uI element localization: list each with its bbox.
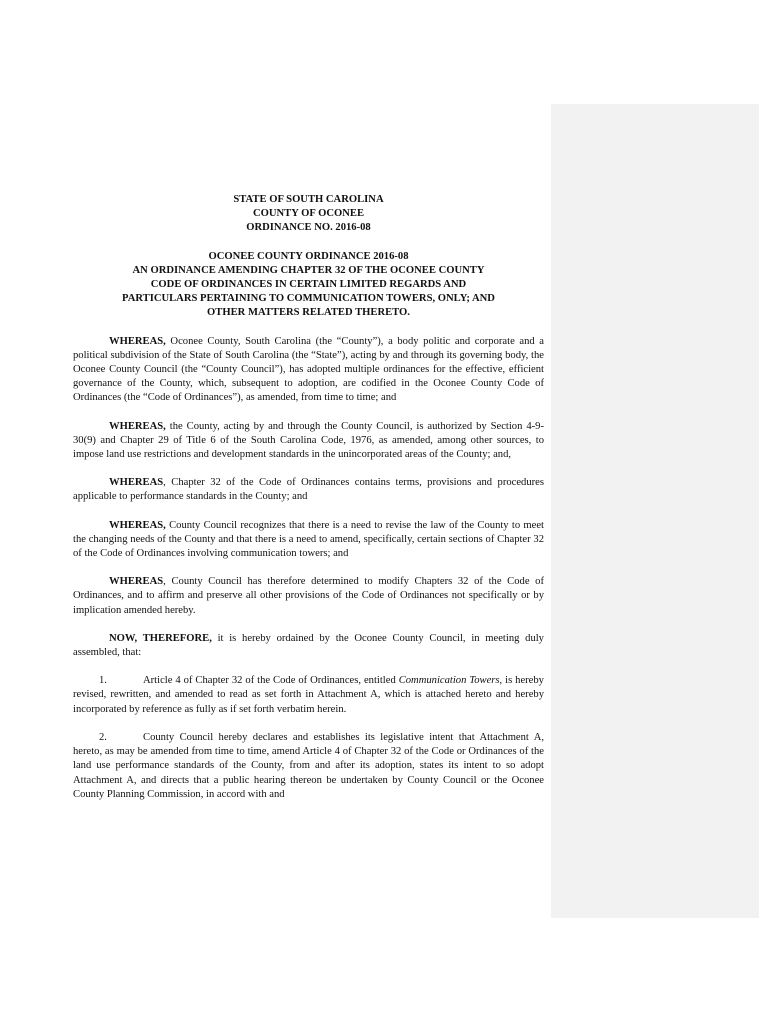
whereas-paragraph-5: [73, 575, 544, 618]
paragraph-lead: NOW, THEREFORE,: [109, 632, 212, 644]
whereas-paragraph-2: [73, 420, 544, 463]
paragraph-text: , Chapter 32 of the Code of Ordinances contains terms, provisions and procedures applicable to performance standards in the County; and: [73, 477, 544, 503]
whereas-paragraph-4: [73, 519, 544, 562]
document-page: [73, 193, 544, 816]
paragraph-text: it is hereby ordained by the Oconee County Council, in meeting duly assembled, that:: [73, 632, 544, 659]
header-state: STATE OF SOUTH CAROLINA: [233, 194, 384, 205]
paragraph-lead: WHEREAS,: [109, 519, 166, 531]
now-therefore-paragraph: [73, 632, 544, 660]
paragraph-text: , is hereby revised, rewritten, and amended to read as set forth in Attachment A, which is attached hereto and hereby incorporated by reference as fully as if set forth verbatim herein.: [73, 675, 544, 715]
paragraph-lead: WHEREAS,: [109, 420, 166, 432]
paragraph-italic-title: Communication Towers: [398, 675, 500, 687]
whereas-paragraph-1: [73, 335, 544, 406]
title-line-3: CODE OF ORDINANCES IN CERTAIN LIMITED REGARDS AND: [150, 279, 467, 291]
section-number: 1.: [99, 675, 107, 687]
title-line-2: AN ORDINANCE AMENDING CHAPTER 32 OF THE OCONEE COUNTY: [132, 264, 485, 276]
paragraph-text: , County Council has therefore determined to modify Chapters 32 of the Code of Ordinances, and to affirm and preserve all other provisions of the Code of Ordinances not specifically or by implication amended hereby.: [73, 576, 544, 616]
header-county: COUNTY OF OCONEE: [252, 208, 365, 220]
paragraph-text: Oconee County, South Carolina (the “County”), a body politic and corporate and a political subdivision of the State of South Carolina (the “State”), acting by and through its governing body, the Oconee County Council (the “County Council”), has adopted multiple ordinances for the effective, efficient governance of the County, which, subsequent to adoption, are codified in the Oconee County Code of Ordinances (the “Code of Ordinances”), as amended, from time to time; and: [73, 335, 544, 404]
document-header: [73, 193, 544, 236]
comment-pane: [551, 104, 759, 918]
whereas-paragraph-3: [73, 476, 544, 504]
section-1-paragraph: [73, 674, 544, 717]
header-ordinance-no: ORDINANCE NO. 2016-08: [246, 222, 371, 234]
ordinance-title: [73, 250, 544, 321]
paragraph-lead: WHEREAS: [109, 477, 164, 489]
paragraph-lead: WHEREAS: [109, 576, 164, 588]
title-line-5: OTHER MATTERS RELATED THERETO.: [207, 307, 410, 319]
paragraph-lead: WHEREAS,: [109, 335, 166, 347]
paragraph-text: Article 4 of Chapter 32 of the Code of Ordinances, entitled: [143, 675, 399, 687]
title-line-1: OCONEE COUNTY ORDINANCE 2016-08: [208, 250, 409, 262]
section-number: 2.: [99, 731, 107, 743]
paragraph-text: County Council recognizes that there is a need to revise the law of the County to meet the changing needs of the County and that there is a need to amend, specifically, certain sections of Chapter 32 of the Code of Ordinances involving communication towers; and: [73, 519, 544, 560]
title-line-4: PARTICULARS PERTAINING TO COMMUNICATION TOWERS, ONLY; AND: [122, 293, 495, 305]
paragraph-text: the County, acting by and through the County Council, is authorized by Section 4-9-30(9) and Chapter 29 of Title 6 of the South Carolina Code, 1976, as amended, among other sources, to impose land use restrictions and development standards in the unincorporated areas of the County; and,: [73, 420, 544, 461]
paragraph-text: County Council hereby declares and establishes its legislative intent that Attachment A, hereto, as may be amended from time to time, amend Article 4 of Chapter 32 of the Code or Ordinances of the land use performance standards of the County, from and after its adoption, states its intent to so adopt Attachment A, and directs that a public hearing thereon be undertaken by County Council or the Oconee County Planning Commission, in accord with and: [73, 731, 544, 800]
section-2-paragraph: [73, 731, 544, 802]
